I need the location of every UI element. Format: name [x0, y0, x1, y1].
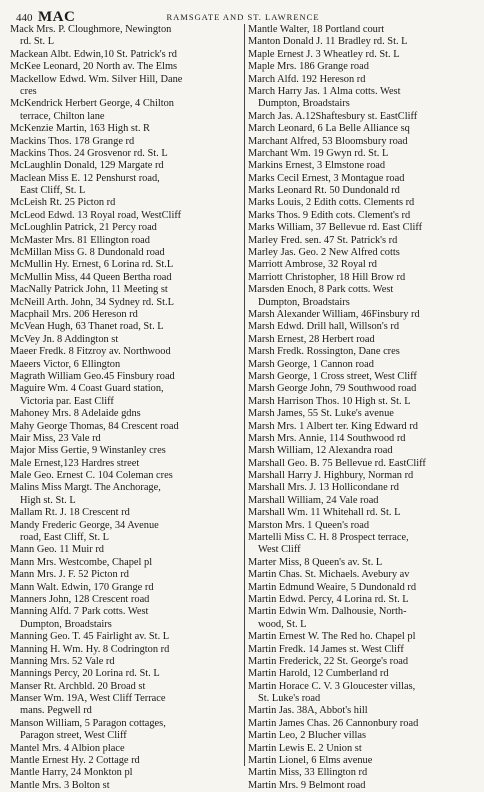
directory-entry: Mann Walt. Edwin, 170 Grange rd [10, 581, 154, 593]
entry-continuation: High st. St. L [20, 494, 76, 506]
directory-entry: Mackins Thos. 24 Grosvenor rd. St. L [10, 147, 168, 159]
directory-entry: Maguire Wm. 4 Coast Guard station, [10, 383, 164, 395]
directory-entry: Mann Geo. 11 Muir rd [10, 544, 104, 556]
directory-entry: Marshall Mrs. J. 13 Hollicondane rd [248, 482, 399, 494]
entry-continuation: Dumpton, Broadstairs [258, 296, 350, 308]
directory-entry: Marston Mrs. 1 Queen's road [248, 519, 370, 531]
entry-continuation: terrace, Chilton lane [20, 110, 105, 122]
directory-entry: McLeod Edwd. 13 Royal road, WestCliff [10, 209, 182, 221]
columns [10, 24, 476, 791]
directory-entry: Marsh Ernest, 28 Herbert road [248, 333, 375, 345]
directory-entry: Marsh George, 1 Cross street, West Cliff [248, 370, 417, 382]
directory-entry: Manning Mrs. 52 Vale rd [10, 655, 115, 667]
directory-entry: McLoughlin Patrick, 21 Percy road [10, 222, 157, 234]
entry-continuation: Dumpton, Broadstairs [20, 618, 112, 630]
directory-entry: MacNally Patrick John, 11 Meeting st [10, 284, 168, 296]
entry-continuation: Victoria par. East Cliff [20, 395, 114, 407]
directory-entry: McMullin Miss, 44 Queen Bertha road [10, 271, 172, 283]
entry-continuation: West Cliff [258, 544, 301, 556]
directory-entry: Male Ernest,123 Hardres street [10, 457, 140, 469]
directory-entry: Martin Lewis E. 2 Union st [248, 742, 362, 754]
directory-entry: Mandy Frederic George, 34 Avenue [10, 519, 159, 531]
directory-entry: Martin Horace C. V. 3 Gloucester villas, [248, 680, 416, 692]
directory-entry: McMillan Miss G. 8 Dundonald road [10, 247, 165, 259]
directory-entry: Maclean Miss E. 12 Penshurst road, [10, 172, 160, 184]
directory-entry: Manning Alfd. 7 Park cotts. West [10, 606, 149, 618]
directory-entry: Mantle Walter, 18 Portland court [248, 24, 385, 35]
directory-entry: Martelli Miss C. H. 8 Prospect terrace, [248, 532, 409, 544]
directory-entry: Marsh George John, 79 Southwood road [248, 383, 417, 395]
directory-entry: McVey Jn. 8 Addington st [10, 333, 119, 345]
directory-entry: Marshall William, 24 Vale road [248, 494, 379, 506]
entry-continuation: East Cliff, St. L [20, 185, 86, 197]
directory-entry: McLaughlin Donald, 129 Margate rd [10, 160, 164, 172]
directory-entry: Marks Louis, 2 Edith cotts. Clements rd [248, 197, 415, 209]
entry-continuation: cres [20, 85, 37, 97]
directory-entry: Marsh Alexander William, 46Finsbury rd [248, 308, 420, 320]
directory-entry: McMaster Mrs. 81 Ellington road [10, 234, 150, 246]
directory-entry: Mack Mrs. P. Cloughmore, Newington [10, 24, 172, 35]
directory-entry: Mannings Percy, 20 Lorina rd. St. L [10, 668, 160, 680]
entry-continuation: rd. St. L [20, 36, 55, 48]
right-column [248, 24, 480, 792]
directory-entry: Martin James Chas. 26 Cannonbury road [248, 717, 419, 729]
directory-entry: Mahoney Mrs. 8 Adelaide gdns [10, 408, 141, 420]
directory-entry: March Jas. A.12Shaftesbury st. EastCliff [248, 110, 418, 122]
directory-entry: Marsh George, 1 Cannon road [248, 358, 374, 370]
directory-entry: Mair Miss, 23 Vale rd [10, 432, 101, 444]
directory-entry: Marsh Mrs. Annie, 114 Southwood rd [248, 432, 406, 444]
entry-continuation: road, East Cliff, St. L [20, 532, 109, 544]
directory-entry: Marsh Harrison Thos. 10 High st. St. L [248, 395, 411, 407]
running-title: RAMSGATE AND ST. LAWRENCE [166, 12, 320, 22]
directory-entry: Marter Miss, 8 Queen's av. St. L [248, 556, 383, 568]
directory-entry: Marshall Wm. 11 Whitehall rd. St. L [248, 507, 401, 519]
directory-entry: Mallam Rt. J. 18 Crescent rd [10, 507, 130, 519]
directory-entry: Martin Leo, 2 Blucher villas [248, 730, 367, 742]
directory-entry: Maple Mrs. 186 Grange road [248, 61, 369, 73]
directory-entry: Marks Thos. 9 Edith cots. Clement's rd [248, 209, 411, 221]
directory-entry: Manning Geo. T. 45 Fairlight av. St. L [10, 631, 170, 643]
directory-entry: McKendrick Herbert George, 4 Chilton [10, 98, 174, 110]
directory-entry: Manning H. Wm. Hy. 8 Codrington rd [10, 643, 170, 655]
left-column [10, 24, 242, 792]
directory-entry: Marsh William, 12 Alexandra road [248, 445, 393, 457]
directory-entry: Martin Edmund Weaire, 5 Dundonald rd [248, 581, 417, 593]
directory-entry: Mann Mrs. J. F. 52 Picton rd [10, 569, 129, 581]
directory-entry: Manser Rt. Archbld. 20 Broad st [10, 680, 146, 692]
directory-entry: Marriott Christopher, 18 Hill Brow rd [248, 271, 406, 283]
page-number: 440 [16, 12, 33, 24]
directory-entry: March Harry Jas. 1 Alma cotts. West [248, 85, 401, 97]
directory-entry: Marsden Enoch, 8 Park cotts. West [248, 284, 394, 296]
directory-entry: Martin Mrs. 9 Belmont road [248, 779, 366, 791]
directory-entry: Martin Harold, 12 Cumberland rd [248, 668, 389, 680]
directory-entry: Marley Fred. sen. 47 St. Patrick's rd [248, 234, 398, 246]
directory-entry: McKenzie Martin, 163 High st. R [10, 123, 150, 135]
entry-continuation: Paragon street, West Cliff [20, 730, 127, 742]
directory-entry: Major Miss Gertie, 9 Winstanley cres [10, 445, 166, 457]
directory-entry: Markins Ernest, 3 Elmstone road [248, 160, 386, 172]
directory-entry: Manton Donald J. 11 Bradley rd. St. L [248, 36, 408, 48]
directory-entry: Martin Miss, 33 Ellington rd [248, 767, 368, 779]
directory-entry: McLeish Rt. 25 Picton rd [10, 197, 116, 209]
directory-entry: Martin Lionel, 6 Elms avenue [248, 755, 373, 767]
directory-entry: Marsh Edwd. Drill hall, Willson's rd [248, 321, 400, 333]
column-divider [244, 24, 245, 766]
entry-continuation: mans. Pegwell rd [20, 705, 92, 717]
directory-entry: Maeers Victor, 6 Ellington [10, 358, 121, 370]
directory-entry: McVean Hugh, 63 Thanet road, St. L [10, 321, 164, 333]
directory-entry: McNeill Arth. John, 34 Sydney rd. St.L [10, 296, 174, 308]
section-abbrev: MAC [38, 9, 76, 25]
directory-entry: Maeer Fredk. 8 Fitzroy av. Northwood [10, 346, 171, 358]
directory-entry: Marshall Harry J. Highbury, Norman rd [248, 470, 414, 482]
directory-entry: McKee Leonard, 20 North av. The Elms [10, 61, 178, 73]
directory-entry: McMullin Hy. Ernest, 6 Lorina rd. St.L [10, 259, 174, 271]
directory-entry: Magrath William Geo.45 Finsbury road [10, 370, 175, 382]
directory-entry: Manser Wm. 19A, West Cliff Terrace [10, 693, 166, 705]
directory-entry: Marley Jas. Geo. 2 New Alfred cotts [248, 247, 400, 259]
directory-entry: Mantle Mrs. 3 Bolton st [10, 779, 110, 791]
directory-entry: Martin Ernest W. The Red ho. Chapel pl [248, 631, 416, 643]
directory-entry: Marks William, 37 Bellevue rd. East Cliff [248, 222, 423, 234]
directory-entry: Mackins Thos. 178 Grange rd [10, 135, 135, 147]
entry-continuation: Dumpton, Broadstairs [258, 98, 350, 110]
page-header [10, 6, 476, 26]
directory-entry: Marks Cecil Ernest, 3 Montague road [248, 172, 405, 184]
directory-entry: Marsh Mrs. 1 Albert ter. King Edward rd [248, 420, 418, 432]
directory-entry: Marks Leonard Rt. 50 Dundonald rd [248, 185, 400, 197]
directory-entry: Marsh James, 55 St. Luke's avenue [248, 408, 394, 420]
entry-continuation: St. Luke's road [258, 693, 321, 705]
directory-entry: Mahy George Thomas, 84 Crescent road [10, 420, 179, 432]
directory-entry: Malins Miss Margt. The Anchorage, [10, 482, 161, 494]
directory-entry: Martin Chas. St. Michaels. Avebury av [248, 569, 410, 581]
directory-entry: Macphail Mrs. 206 Hereson rd [10, 308, 138, 320]
directory-entry: Mantle Ernest Hy. 2 Cottage rd [10, 755, 140, 767]
directory-entry: Martin Edwin Wm. Dalhousie, North- [248, 606, 407, 618]
directory-entry: Mantel Mrs. 4 Albion place [10, 742, 125, 754]
directory-entry: Manson William, 5 Paragon cottages, [10, 717, 166, 729]
directory-entry: Marriott Ambrose, 32 Royal rd [248, 259, 377, 271]
directory-entry: Male Geo. Ernest C. 104 Coleman cres [10, 470, 173, 482]
directory-entry: Martin Edwd. Percy, 4 Lorina rd. St. L [248, 593, 409, 605]
directory-entry: Martin Fredk. 14 James st. West Cliff [248, 643, 404, 655]
directory-entry: Mackean Albt. Edwin,10 St. Patrick's rd [10, 48, 177, 60]
directory-entry: March Alfd. 192 Hereson rd [248, 73, 366, 85]
directory-entry: Mann Mrs. Westcombe, Chapel pl [10, 556, 153, 568]
directory-entry: Mantle Harry, 24 Monkton pl [10, 767, 133, 779]
directory-entry: Martin Jas. 38A, Abbot's hill [248, 705, 368, 717]
directory-entry: Marchant Wm. 19 Gwyn rd. St. L [248, 147, 389, 159]
directory-entry: Manners John, 128 Crescent road [10, 593, 150, 605]
directory-entry: Marsh Fredk. Rossington, Dane cres [248, 346, 400, 358]
directory-entry: Marshall Geo. B. 75 Bellevue rd. EastCliff [248, 457, 426, 469]
directory-entry: Mackellow Edwd. Wm. Silver Hill, Dane [10, 73, 183, 85]
directory-entry: Martin Frederick, 22 St. George's road [248, 655, 409, 667]
entry-continuation: wood, St. L [258, 618, 307, 630]
directory-entry: Marchant Alfred, 53 Bloomsbury road [248, 135, 408, 147]
directory-entry: March Leonard, 6 La Belle Alliance sq [248, 123, 410, 135]
directory-entry: Maple Ernest J. 3 Wheatley rd. St. L [248, 48, 400, 60]
